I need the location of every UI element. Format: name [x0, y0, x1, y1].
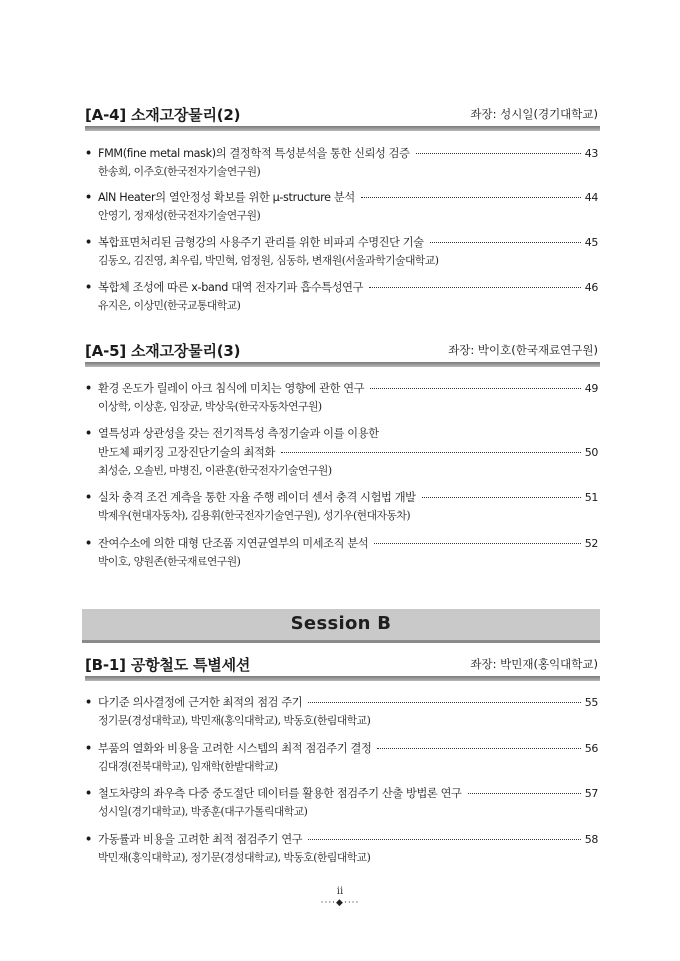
bullet-icon: •: [85, 833, 92, 846]
entry-title: 부품의 열화와 비용을 고려한 시스템의 최적 점검주기 결정: [98, 742, 372, 755]
entry-authors: 박이호, 양원존(한국재료연구원): [98, 555, 241, 568]
leader-dots: [422, 497, 581, 498]
entry-authors: 김대경(전북대학교), 임재학(한밭대학교): [98, 760, 278, 773]
leader-dots: [308, 839, 580, 840]
entry-authors: 안영기, 정재성(한국전자기술연구원): [98, 209, 261, 222]
entry-authors: 정기문(경성대학교), 박민재(홍익대학교), 박동호(한림대학교): [98, 714, 371, 727]
bullet-icon: •: [85, 382, 92, 395]
page-number-roman: ii: [336, 886, 344, 897]
bullet-icon: •: [85, 787, 92, 800]
session-banner: [82, 609, 600, 643]
entry-authors: 한송희, 이주호(한국전자기술연구원): [98, 165, 261, 178]
toc-entry[interactable]: [85, 785, 600, 819]
entry-title: 환경 온도가 릴레이 아크 침식에 미치는 영향에 관한 연구: [98, 382, 365, 395]
toc-entry[interactable]: [85, 740, 600, 774]
bullet-icon: •: [85, 742, 92, 755]
toc-entry[interactable]: [85, 489, 600, 523]
bullet-icon: •: [85, 147, 92, 160]
section-header-b1: [85, 654, 600, 676]
page-number: 45: [584, 236, 598, 249]
bullet-icon: •: [85, 537, 92, 550]
toc-entry[interactable]: [85, 694, 600, 728]
toc-entry[interactable]: [85, 425, 600, 478]
page-number: 51: [584, 491, 598, 504]
entry-authors: 박제우(현대자동차), 김용휘(한국전자기술연구원), 성기우(현대자동차): [98, 509, 411, 522]
entry-authors: 김동오, 김진영, 최우림, 박민혁, 엄정원, 심동하, 변재원(서울과학기술대학교): [98, 254, 439, 267]
entry-title-continued: 반도체 패키징 고장진단기술의 최적화: [98, 446, 275, 459]
bullet-icon: •: [85, 491, 92, 504]
section-divider: [85, 362, 600, 367]
entry-title: 잔여수소에 의한 대형 단조품 지연균열부의 미세조직 분석: [98, 537, 369, 550]
section-chair: 좌장: 박이호(한국재료연구원): [448, 343, 598, 357]
entry-authors: 최성순, 오솔빈, 마병진, 이관훈(한국전자기술연구원): [98, 464, 332, 477]
entry-title: 복합표면처리된 금형강의 사용주기 관리를 위한 비파괴 수명진단 기술: [98, 236, 424, 249]
page-number: 55: [584, 696, 598, 709]
entry-authors: 성시일(경기대학교), 박종훈(대구가톨릭대학교): [98, 805, 308, 818]
section-header-a5: [85, 340, 600, 362]
toc-entry[interactable]: [85, 189, 600, 223]
entry-title: AlN Heater의 열안정성 확보를 위한 μ-structure 분석: [98, 191, 355, 204]
page-number: 56: [584, 742, 598, 755]
page-number: 44: [584, 191, 598, 204]
toc-entry[interactable]: [85, 234, 600, 268]
leader-dots: [377, 748, 580, 749]
section-divider: [85, 126, 600, 131]
toc-entry[interactable]: [85, 535, 600, 569]
leader-dots: [370, 388, 581, 389]
ornament-divider: ····◆····: [320, 898, 360, 908]
entry-title: 실차 충격 조건 계측을 통한 자율 주행 레이더 센서 충격 시험법 개발: [98, 491, 416, 504]
section-title: [A-4] 소재고장물리(2): [85, 106, 241, 124]
entry-title: 가동률과 비용을 고려한 최적 점검주기 연구: [98, 833, 303, 846]
page-number: 46: [584, 281, 598, 294]
page-number: 52: [584, 537, 598, 550]
section-title: [A-5] 소재고장물리(3): [85, 342, 241, 360]
bullet-icon: •: [85, 427, 92, 440]
leader-dots: [369, 287, 581, 288]
page-number: 58: [584, 833, 598, 846]
entry-title: FMM(fine metal mask)의 결정학적 특성분석을 통한 신뢰성 검증: [98, 147, 410, 160]
bullet-icon: •: [85, 281, 92, 294]
section-chair: 좌장: 성시일(경기대학교): [470, 107, 598, 121]
leader-dots: [468, 793, 581, 794]
entry-authors: 이상학, 이상훈, 임장균, 박상욱(한국자동차연구원): [98, 400, 322, 413]
entry-title: 복합체 조성에 따른 x-band 대역 전자기파 흡수특성연구: [98, 281, 364, 294]
bullet-icon: •: [85, 696, 92, 709]
leader-dots: [374, 543, 580, 544]
entry-title: 열특성과 상관성을 갖는 전기적특성 측정기술과 이를 이용한: [98, 427, 379, 440]
toc-entry[interactable]: [85, 279, 600, 313]
toc-entry[interactable]: [85, 380, 600, 414]
page-number: 50: [584, 446, 598, 459]
entry-title: 다기준 의사결정에 근거한 최적의 점검 주기: [98, 696, 303, 709]
page-number: 49: [584, 382, 598, 395]
page-number: 43: [584, 147, 598, 160]
leader-dots: [430, 242, 581, 243]
leader-dots: [281, 452, 581, 453]
entry-authors: 유지은, 이상민(한국교통대학교): [98, 299, 241, 312]
bullet-icon: •: [85, 191, 92, 204]
section-header-a4: [85, 104, 600, 126]
session-banner-title: Session B: [290, 613, 392, 634]
section-divider: [85, 676, 600, 681]
section-title: [B-1] 공항철도 특별세션: [85, 656, 251, 674]
leader-dots: [416, 153, 581, 154]
bullet-icon: •: [85, 236, 92, 249]
entry-authors: 박민재(홍익대학교), 정기문(경성대학교), 박동호(한림대학교): [98, 851, 371, 864]
leader-dots: [308, 702, 580, 703]
entry-title: 철도차량의 좌우측 다중 중도절단 데이터를 활용한 점검주기 산출 방법론 연구: [98, 787, 462, 800]
leader-dots: [361, 197, 581, 198]
toc-entry[interactable]: [85, 831, 600, 865]
section-chair: 좌장: 박민재(홍익대학교): [470, 657, 598, 671]
page-number: 57: [584, 787, 598, 800]
toc-entry[interactable]: [85, 145, 600, 179]
